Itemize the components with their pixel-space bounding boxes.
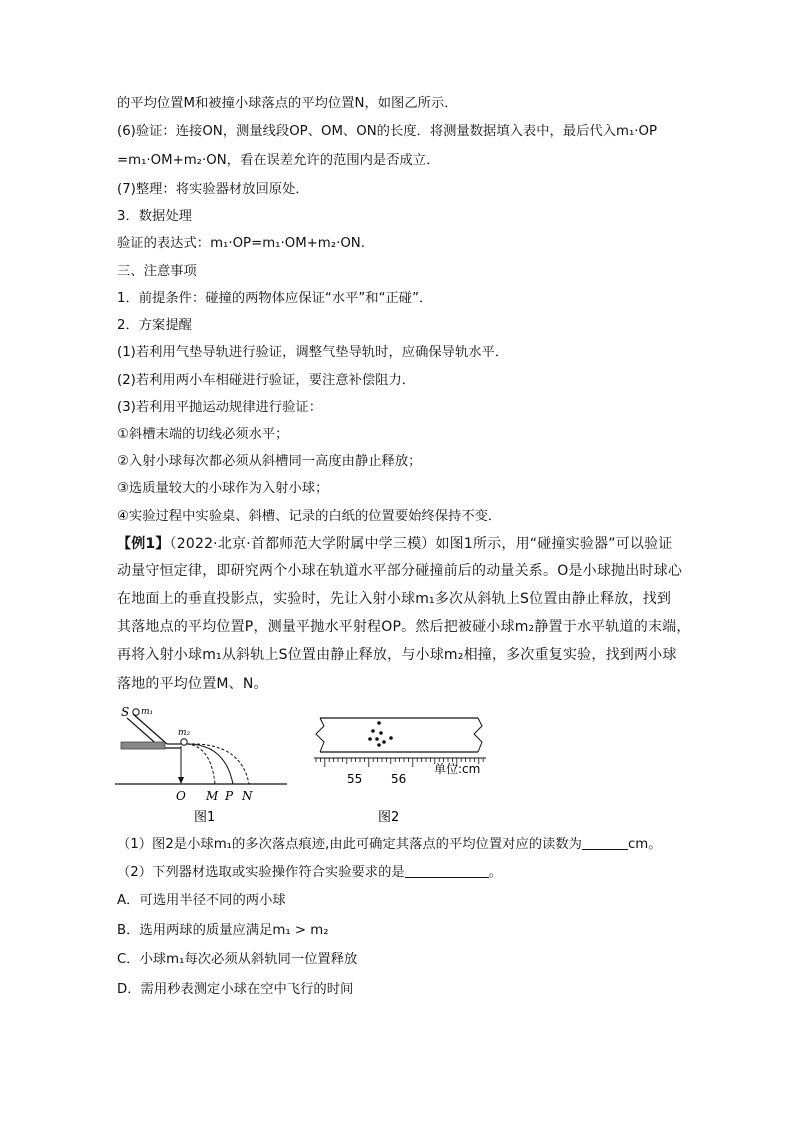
example-intro: （2022·北京·首都师范大学附属中学三模）如图1所示，用“碰撞实验器”可以验证 xyxy=(169,536,673,552)
text-line-precondition: 1．前提条件：碰撞的两物体应保证“水平”和“正碰”． xyxy=(117,291,433,306)
paper-right-break xyxy=(474,718,482,752)
option-d: D．需用秒表测定小球在空中飞行的时间 xyxy=(117,982,354,997)
text-line-1: 的平均位置M和被撞小球落点的平均位置N，如图乙所示． xyxy=(117,96,458,111)
text-line-point-2: ②入射小球每次都必须从斜槽同一高度由静止释放； xyxy=(117,454,422,469)
trajectory-p xyxy=(187,744,233,784)
example-line-1 xyxy=(117,533,673,555)
question-2-end: 。 xyxy=(488,865,502,880)
text-line-point-3: ③选质量较大的小球作为入射小球； xyxy=(117,481,329,496)
landing-dot xyxy=(371,729,375,733)
trajectory-n xyxy=(187,744,249,784)
label-s: S xyxy=(121,705,130,719)
example-line-4: 其落地点的平均位置P，测量平抛水平射程OP。然后把被碰小球m₂静置于水平轨道的末端， xyxy=(117,619,691,635)
landing-dot xyxy=(382,740,386,744)
example-line-3: 在地面上的垂直投影点，实验时，先让入射小球m₁多次从斜轨上S位置由静止释放，找到 xyxy=(117,591,672,607)
question-1-unit: cm。 xyxy=(627,837,662,852)
label-m: M xyxy=(206,789,219,803)
landing-dot xyxy=(377,721,381,725)
text-line-3: =m₁·OM+m₂·ON，看在误差允许的范围内是否成立． xyxy=(117,153,440,168)
landing-dot xyxy=(379,731,383,735)
incline-top-edge xyxy=(133,714,167,744)
text-line-2: (6)验证：连接ON，测量线段OP、OM、ON的长度．将测量数据填入表中，最后代入m₁·OP xyxy=(117,124,657,139)
answer-blank-2[interactable] xyxy=(405,863,489,878)
answer-blank-1[interactable] xyxy=(582,835,628,850)
option-b: B．选用两球的质量应满足m₁ > m₂ xyxy=(117,923,329,938)
landing-dot xyxy=(389,736,393,740)
text-line-scheme-1: (1)若利用气垫导轨进行验证，调整气垫导轨时，应确保导轨水平． xyxy=(117,345,509,360)
paper-left-break xyxy=(316,718,324,752)
question-2-text: （2）下列器材选取或实验操作符合实验要求的是 xyxy=(117,865,405,880)
question-2 xyxy=(117,863,502,883)
label-m1: m₁ xyxy=(141,707,154,717)
arrow-head xyxy=(178,777,184,784)
example-tag: 【例1】 xyxy=(117,536,170,552)
figure-2-paper xyxy=(310,712,490,826)
ball-m2 xyxy=(181,739,187,745)
figure-1-apparatus xyxy=(115,700,295,826)
label-n: N xyxy=(242,789,253,803)
option-a: A．可选用半径不同的两小球 xyxy=(117,893,286,908)
text-line-scheme-2: (2)若利用两小车相碰进行验证，要注意补偿阻力． xyxy=(117,373,416,388)
example-line-6: 落地的平均位置M、N。 xyxy=(117,676,268,692)
label-p: P xyxy=(225,789,234,803)
question-1-text: （1）图2是小球m₁的多次落点痕迹,由此可确定其落点的平均位置对应的读数为 xyxy=(117,837,582,852)
label-m2: m₂ xyxy=(178,728,191,738)
apparatus-base xyxy=(121,742,165,749)
label-o: O xyxy=(176,789,186,803)
example-line-5: 再将入射小球m₁从斜轨上S位置由静止释放，与小球m₂相撞，多次重复实验，找到两小球 xyxy=(117,647,677,663)
text-line-point-1: ①斜槽末端的切线必须水平； xyxy=(117,427,289,442)
text-line-point-4: ④实验过程中实验桌、斜槽、记录的白纸的位置要始终保持不变． xyxy=(117,509,502,524)
text-line-scheme: 2．方案提醒 xyxy=(117,318,192,333)
figure-1-caption: 图1 xyxy=(194,810,216,825)
question-1 xyxy=(117,835,662,855)
text-line-expression: 验证的表达式：m₁·OP=m₁·OM+m₂·ON. xyxy=(117,236,365,251)
text-line-4: (7)整理：将实验器材放回原处． xyxy=(117,182,309,197)
ruler-label-56: 56 xyxy=(391,772,407,786)
unit-label: 单位:cm xyxy=(434,762,481,776)
ruler-label-55: 55 xyxy=(347,772,363,786)
landing-dot xyxy=(368,737,372,741)
landing-marks xyxy=(368,721,393,747)
section-heading-notes: 三、注意事项 xyxy=(117,264,197,279)
option-c: C．小球m₁每次必须从斜轨同一位置释放 xyxy=(117,952,358,967)
landing-dot xyxy=(375,737,379,741)
ball-m1 xyxy=(133,709,139,715)
landing-dot xyxy=(377,743,381,747)
example-line-2: 动量守恒定律，即研究两个小球在轨道水平部分碰撞前后的动量关系。O是小球抛出时球心 xyxy=(117,563,683,579)
trajectory-m xyxy=(187,744,215,784)
text-line-scheme-3: (3)若利用平抛运动规律进行验证： xyxy=(117,400,322,415)
section-heading-data: 3．数据处理 xyxy=(117,209,192,224)
figure-2-caption: 图2 xyxy=(378,810,400,825)
